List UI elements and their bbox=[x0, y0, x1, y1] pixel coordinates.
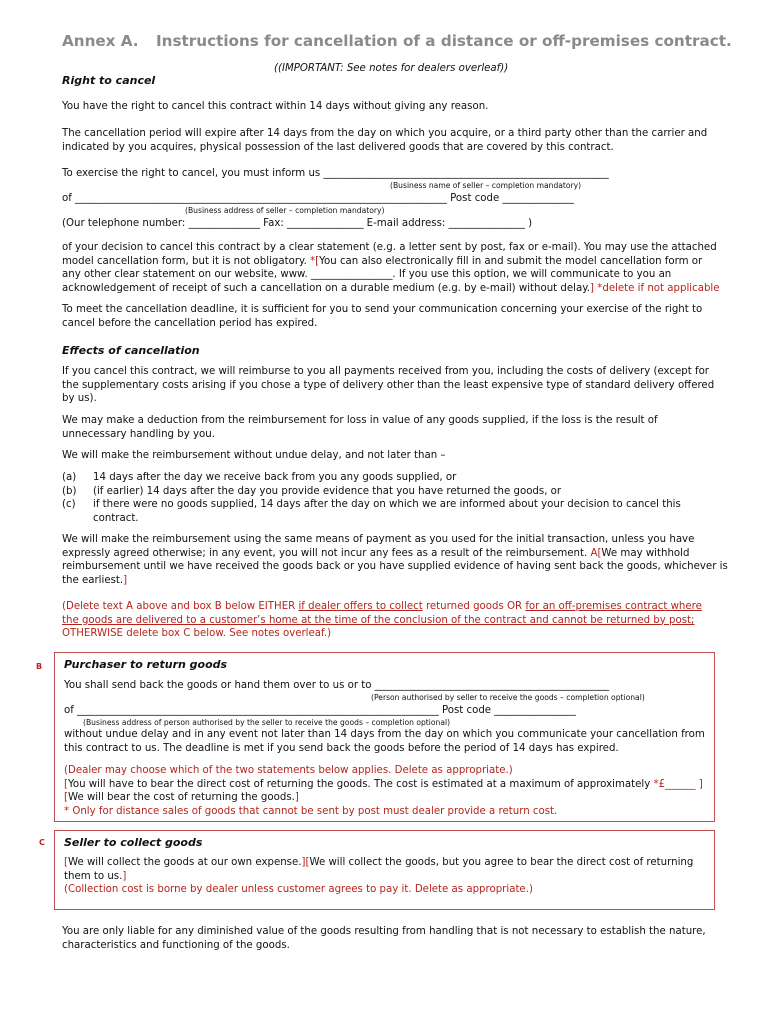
box-b-heading: Purchaser to return goods bbox=[64, 658, 228, 671]
cancel-paragraph-3: of your decision to cancel this contract by a clear statement (e.g. a letter sent by post, fax or e-mail). You may use the attached model cancellation form, but it is not obligatory. *[You can also electronically fill in and submit the model cancellation form or any other clear statement on our website, www. ________________. If you use this option, we will communicate to you an acknowledgement of receipt of such a cancellation on a durable medium (e.g. by e-mail) without delay.] *delete if not applicable bbox=[62, 242, 720, 295]
seller-address-field[interactable]: of _________________________________________________________________________ Post code ______________ bbox=[62, 193, 574, 204]
box-b-label: B bbox=[36, 662, 43, 671]
annex-label: Annex A. bbox=[62, 32, 139, 50]
cancel-paragraph-2: The cancellation period will expire after 14 days from the day on which you acquire, or a third party other than the carrier and indicated by you acquires, physical possession of the last delivered goods that are covered by this contract. bbox=[62, 128, 708, 153]
dealer-delete-instructions: (Delete text A above and box B below EITHER if dealer offers to collect returned goods OR for an off-premises contract where the goods are delivered to a customer’s home at the time of the conclusion of the contract and cannot be returned by post; OTHERWISE delete box C below. See notes overleaf.) bbox=[62, 601, 702, 640]
authorised-address-field[interactable]: of _______________________________________________________________________ Post code ________________ bbox=[64, 705, 576, 716]
box-b-paragraph: without undue delay and in any event not later than 14 days from the day on which you communicate your cancellation from this contract to us. The deadline is met if you send back the goods before the period of 14 days has expired. bbox=[64, 729, 705, 754]
effects-paragraph-3: We will make the reimbursement without undue delay, and not later than – bbox=[62, 450, 446, 461]
seller-name-caption: (Business name of seller – completion mandatory) bbox=[390, 181, 582, 190]
collection-options[interactable]: [We will collect the goods at our own expense.][We will collect the goods, but you agree to bear the direct cost of returning bbox=[64, 857, 694, 868]
cancel-paragraph-1: You have the right to cancel this contract within 14 days without giving any reason. bbox=[62, 101, 489, 112]
cost-option-customer[interactable]: [You will have to bear the direct cost of returning the goods. The cost is estimated at a maximum of approximately *£______ ] bbox=[64, 778, 703, 790]
box-c-label: C bbox=[39, 838, 45, 847]
seller-address-caption: (Business address of seller – completion mandatory) bbox=[185, 206, 385, 215]
list-item: (a) 14 days after the day we receive back from you any goods supplied, or bbox=[62, 472, 457, 483]
box-c-paragraph: [We will collect the goods at our own expense.][We will collect the goods, but you agree to bear the direct cost of returning them to us.] (Collection cost is borne by dealer unless customer agrees to pay it. Delete as appropriate.) bbox=[64, 857, 694, 896]
important-note: ((IMPORTANT: See notes for dealers overleaf)) bbox=[274, 63, 509, 74]
effects-paragraph-4: We will make the reimbursement using the same means of payment as you used for the initial transaction, unless you have expressly agreed otherwise; in any event, you will not incur any fees as a result of the reimbursement. A[We may withhold reimbursement until we have received the goods back or you have supplied evidence of having sent back the goods, whichever is the earliest.] bbox=[62, 534, 728, 587]
list-item: (c) if there were no goods supplied, 14 days after the day on which we are informed about your decision to cancel this bbox=[62, 499, 681, 511]
cost-option-dealer[interactable]: [We will bear the cost of returning the goods.] bbox=[64, 792, 299, 804]
box-c-seller-collect bbox=[54, 830, 715, 910]
box-b-options: (Dealer may choose which of the two statements below applies. Delete as appropriate.) [You will have to bear the direct cost of returning the goods. The cost is estimated at a maximum of approximately *£______ ] [We will bear the cost of returning the goods.] * Only for distance sales of goods that cannot be sent by post must dealer provide a return cost. bbox=[64, 765, 703, 818]
effects-heading: Effects of cancellation bbox=[62, 344, 200, 357]
box-b-purchaser-return bbox=[54, 652, 715, 822]
closing-paragraph: You are only liable for any diminished value of the goods resulting from handling that is not necessary to establish the nature, characteristics and functioning of the goods. bbox=[62, 926, 706, 951]
reimbursement-list: (a) 14 days after the day we receive back from you any goods supplied, or (b) (if earlier) 14 days after the day you provide evidence that you have returned the goods, or (c) if there were no goods supplied, 14 days after the day on which we are informed about your decision to cancel this contract. bbox=[62, 472, 681, 525]
effects-paragraph-1: If you cancel this contract, we will reimburse to you all payments received from you, including the costs of delivery (except for the supplementary costs arising if you chose a type of delivery other than the least expensive type of standard delivery offered by us). bbox=[62, 366, 715, 405]
cancel-paragraph-4: To meet the cancellation deadline, it is sufficient for you to send your communication concerning your exercise of the right to cancel before the cancellation period has expired. bbox=[62, 304, 703, 329]
effects-paragraph-2: We may make a deduction from the reimbursement for loss in value of any goods supplied, if the loss is the result of unnecessary handling by you. bbox=[62, 415, 658, 440]
list-item: (b) (if earlier) 14 days after the day you provide evidence that you have returned the goods, or bbox=[62, 485, 562, 497]
seller-name-field[interactable]: To exercise the right to cancel, you must inform us ________________________________________________________ bbox=[62, 168, 609, 179]
document-title: Instructions for cancellation of a distance or off-premises contract. bbox=[156, 32, 732, 50]
authorised-address-caption: (Business address of person authorised by the seller to receive the goods – completion optional) bbox=[83, 718, 451, 727]
authorised-person-caption: (Person authorised by seller to receive the goods – completion optional) bbox=[371, 693, 645, 702]
box-c-heading: Seller to collect goods bbox=[64, 836, 203, 849]
right-to-cancel-heading: Right to cancel bbox=[62, 74, 156, 87]
seller-contact-field[interactable]: (Our telephone number: ______________ Fax: _______________ E-mail address: _______________ ) bbox=[62, 218, 533, 229]
authorised-person-field[interactable]: You shall send back the goods or hand them over to us or to ______________________________________________ bbox=[64, 680, 610, 691]
